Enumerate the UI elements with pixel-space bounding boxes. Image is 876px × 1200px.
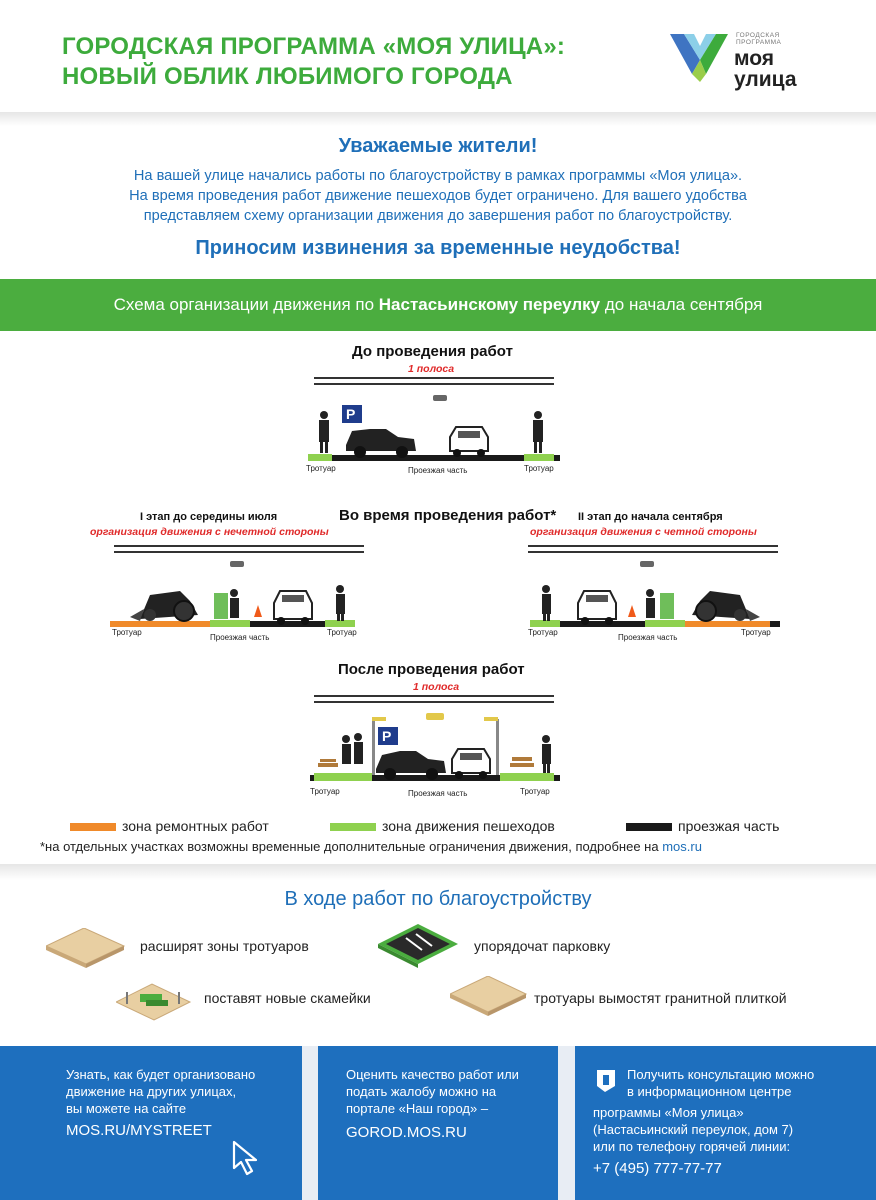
footer-column-mystreet: [0, 1046, 302, 1200]
logo-mark-icon: [670, 30, 730, 82]
stage1-subtitle: организация движения с нечетной стороны: [90, 526, 329, 538]
col2-line-2: подать жалобу можно на: [346, 1084, 497, 1099]
intro-text: [0, 166, 876, 226]
stage1-sidewalk-right: Тротуар: [327, 628, 357, 637]
work-item-3: поставят новые скамейки: [204, 990, 371, 1006]
after-lane-note: 1 полоса: [413, 681, 460, 693]
during-title: Во время проведения работ*: [339, 507, 557, 524]
work-item-1: расширят зоны тротуаров: [140, 938, 309, 954]
page-title: [62, 32, 662, 92]
works-section: [0, 880, 876, 1046]
before-title: До проведения работ: [352, 343, 513, 360]
cursor-icon: [230, 1140, 264, 1176]
footer: [0, 1046, 876, 1200]
logo-small-2: ПРОГРАММА: [736, 39, 782, 46]
before-sidewalk-left: Тротуар: [306, 464, 336, 473]
info-center-icon: [593, 1066, 619, 1094]
col3-line-2: в информационном центре: [627, 1084, 792, 1099]
intro-line-1: На вашей улице начались работы по благоустройству в рамках программы «Моя улица».: [133, 168, 743, 184]
stage1-sidewalk-left: Тротуар: [112, 628, 142, 637]
traffic-scheme: [0, 331, 876, 851]
after-title: После проведения работ: [338, 661, 525, 678]
col2-line-3: портале «Наш город» –: [346, 1101, 489, 1116]
banner-street: Настасьинскому переулку: [378, 295, 601, 314]
pedestrian-swatch: [330, 823, 376, 831]
footer-column-consult: [575, 1046, 876, 1200]
stage2-subtitle: организация движения с четной стороны: [530, 526, 757, 538]
stage2-diagram: [520, 543, 790, 633]
col3-line-3: программы «Моя улица»: [593, 1105, 744, 1120]
legend: [0, 812, 876, 872]
roadway-swatch: [626, 823, 672, 831]
after-sidewalk-left: Тротуар: [310, 787, 340, 796]
mystreet-link[interactable]: MOS.RU/MYSTREET: [66, 1122, 212, 1139]
repair-swatch: [70, 823, 116, 831]
col2-line-1: Оценить качество работ или: [346, 1067, 519, 1082]
works-title: В ходе работ по благоустройству: [284, 888, 592, 910]
sidewalk-tile-icon: [46, 928, 126, 968]
hotline-phone[interactable]: +7 (495) 777-77-77: [593, 1160, 722, 1177]
after-diagram: [300, 693, 570, 793]
intro-line-3: представляем схему организации движения до завершения работ по благоустройству.: [143, 208, 733, 224]
footer-col3-first: [627, 1066, 814, 1100]
title-line-2: НОВЫЙ ОБЛИК ЛЮБИМОГО ГОРОДА: [62, 63, 513, 90]
legend-repair-label: зона ремонтных работ: [122, 818, 269, 834]
apology: Приносим извинения за временные неудобства!: [195, 237, 681, 259]
logo-big-2: улица: [734, 68, 797, 91]
footer-col2-text: [346, 1066, 519, 1117]
footer-column-gorod: [318, 1046, 558, 1200]
col1-line-1: Узнать, как будет организовано: [66, 1067, 256, 1082]
before-lane-note: 1 полоса: [408, 363, 455, 375]
stage2-title: II этап до начала сентября: [578, 511, 723, 523]
before-roadway: Проезжая часть: [408, 466, 468, 475]
stage2-roadway: Проезжая часть: [618, 633, 678, 642]
parking-icon: [378, 924, 460, 968]
footnote-text: *на отдельных участках возможны временные дополнительные ограничения движения, подробнее на: [40, 839, 663, 854]
logo-subtitle: [736, 32, 781, 46]
bench-icon: [116, 980, 192, 1022]
col1-line-3: вы можете на сайте: [66, 1101, 187, 1116]
legend-shadow: [0, 864, 876, 880]
gorod-link[interactable]: GOROD.MOS.RU: [346, 1124, 467, 1141]
work-item-2: упорядочат парковку: [474, 938, 611, 954]
logo-name: [734, 48, 797, 90]
legend-roadway-label: проезжая часть: [678, 818, 780, 834]
footer-col1-text: [66, 1066, 255, 1117]
moya-ulitsa-logo: [670, 30, 830, 92]
title-line-1: ГОРОДСКАЯ ПРОГРАММА «МОЯ УЛИЦА»:: [62, 33, 566, 60]
col1-line-2: движение на других улицах,: [66, 1084, 237, 1099]
banner-prefix: Схема организации движения по: [113, 295, 379, 314]
legend-pedestrian: [330, 818, 555, 834]
stage2-sidewalk-right: Тротуар: [741, 628, 771, 637]
svg-text:P: P: [382, 728, 392, 744]
svg-text:P: P: [346, 406, 356, 422]
after-sidewalk-right: Тротуар: [520, 787, 550, 796]
header: [0, 0, 876, 112]
footer-col3-rest: [593, 1104, 793, 1155]
legend-repair: [70, 818, 269, 834]
mos-ru-link[interactable]: mos.ru: [662, 839, 702, 854]
work-item-4: тротуары вымостят гранитной плиткой: [534, 990, 787, 1006]
header-shadow: [0, 112, 876, 126]
granite-tile-icon: [450, 976, 528, 1016]
legend-footnote: [40, 839, 702, 854]
logo-big-1: моя: [734, 47, 775, 70]
legend-roadway: [626, 818, 779, 834]
stage1-roadway: Проезжая часть: [210, 633, 270, 642]
col3-line-4: (Настасьинский переулок, дом 7): [593, 1122, 794, 1137]
scheme-banner: [0, 279, 876, 331]
intro-line-2: На время проведения работ движение пешеходов будет ограничено. Для вашего удобства: [129, 188, 747, 204]
greeting: Уважаемые жители!: [338, 135, 538, 157]
intro-section: [0, 126, 876, 262]
stage1-title: I этап до середины июля: [140, 511, 278, 523]
col3-line-1: Получить консультацию можно: [627, 1067, 815, 1082]
stage2-sidewalk-left: Тротуар: [528, 628, 558, 637]
stage1-diagram: [110, 543, 370, 633]
col3-line-5: или по телефону горячей линии:: [593, 1139, 791, 1154]
before-sidewalk-right: Тротуар: [524, 464, 554, 473]
legend-pedestrian-label: зона движения пешеходов: [382, 818, 555, 834]
banner-suffix: до начала сентября: [600, 295, 763, 314]
before-diagram: [300, 375, 570, 475]
after-roadway: Проезжая часть: [408, 789, 468, 798]
logo-small-1: ГОРОДСКАЯ: [736, 32, 780, 39]
